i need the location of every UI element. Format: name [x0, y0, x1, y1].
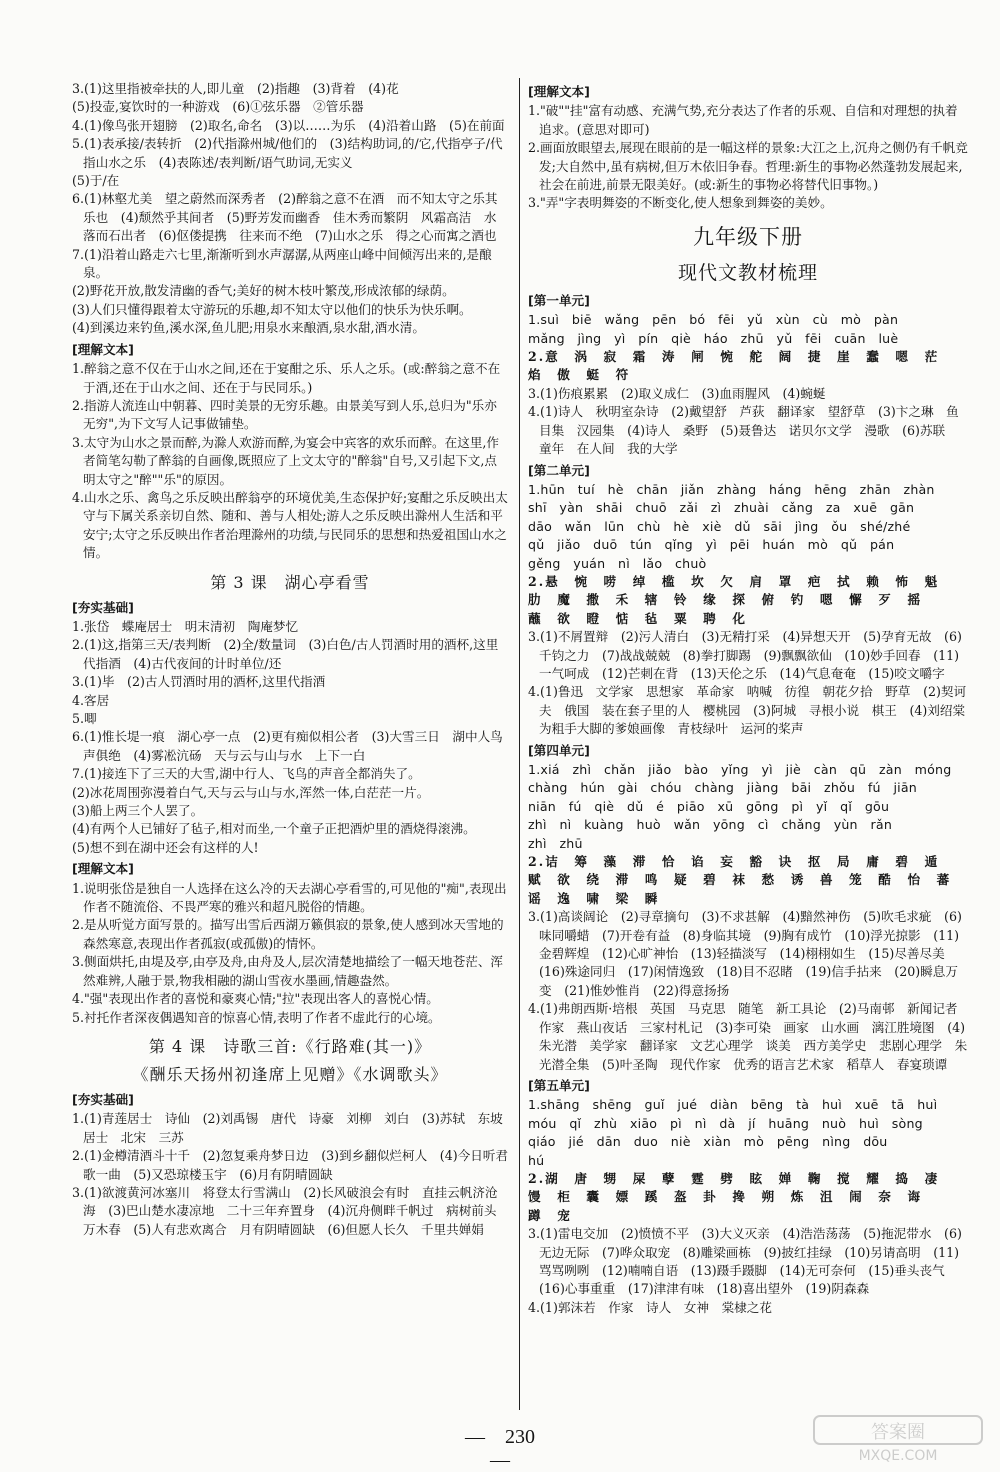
page-number: — 230 —: [465, 1426, 555, 1471]
answer-line: 4.客居: [72, 692, 110, 708]
answer-line: 1.醉翁之意不仅在于山水之间,还在于宴酣之乐、乐人之乐。(或:醉翁之意不在于酒,还在于山水之间、还在于与民同乐。): [72, 361, 501, 395]
lesson-3-title: 第 3 课 湖心亭看雪: [210, 572, 370, 592]
section-tag-basic: [夯实基础]: [72, 599, 134, 615]
answer-line: 1.说明张岱是独自一人选择在这么冷的天去湖心亭看雪的,可见他的"痴",表现出作者不随流俗、不畏严寒的雅兴和超凡脱俗的情趣。: [72, 880, 507, 915]
unit-5-pinyin: [528, 1096, 968, 1170]
answer-line: (3)人们只懂得跟着太守游玩的乐趣,却不知太守以他们的快乐为快乐啊。: [72, 301, 472, 317]
pinyin-line: hú: [528, 1152, 545, 1168]
answer-list-lesson4-understand: [528, 102, 968, 212]
pinyin-line: 1.suì biē wǎng pēn bó fēi yǔ xùn cù mò pàn: [528, 312, 899, 328]
pinyin-line: chàng hún gài chóu chàng jiàng bāi zhǒu fú jiān: [528, 780, 917, 796]
answer-line: 5.(1)表承接/表转折 (2)代指滁州城/他们的 (3)结构助词,的/它,代指亭子/代指山水之乐 (4)表陈述/表判断/语气助词,无实义: [72, 136, 503, 170]
answer-line: 4.(1)郭沫若 作家 诗人 女神 棠棣之花: [528, 1299, 772, 1315]
answer-line: (4)有两个人已铺好了毡子,相对而坐,一个童子正把酒炉里的酒烧得滚沸。: [72, 821, 476, 837]
pinyin-line: 1.xiá zhì chǎn jiǎo bào yǐng yì jiè càn qū zàn móng: [528, 762, 952, 777]
answer-line: (5)想不到在湖中还会有这样的人!: [72, 839, 259, 855]
answer-line: 3.(1)伤痕累累 (2)取义成仁 (3)血雨腥风 (4)蜿蜒: [528, 385, 826, 401]
character-line: 赋 欲 绕 滞 鸣 疑 碧 袜 愁 诱 兽 笼 酷 怡 蕃: [528, 872, 952, 888]
watermark-logo-icon: [812, 1412, 984, 1464]
grade-title: 九年级下册: [693, 224, 803, 249]
answer-line: 3.太守为山水之景而醉,为滁人欢游而醉,为宴会中宾客的欢乐而醉。在这里,作者简笔勾勒了醉翁的自画像,既照应了上文太守的"醉翁"自号,又引起下文,点明太守之"醉""乐"的原因。: [72, 434, 500, 487]
answer-line: (2)野花开放,散发清幽的香气;美好的树木枝叶繁茂,形成浓郁的绿荫。: [72, 283, 455, 299]
character-line: 2.悬 惋 唠 绰 槛 坎 欠 肩 罩 疤 拭 赖 怖 魁: [528, 573, 940, 589]
answer-line: 4.山水之乐、禽鸟之乐反映出醉翁亭的环境优美,生态保护好;宴酣之乐反映出太守与下属关系亲切自然、随和、善与人相处;游人之乐反映出滁州人生活和平安宁;太守之乐反映出作者治理滁州的功绩,与民同乐的思想和热爱祖国山水之情。: [72, 489, 508, 561]
column-divider: [519, 78, 520, 1410]
unit-4-characters: [528, 853, 968, 908]
unit-4-tag: [第四单元]: [528, 742, 590, 758]
character-line: 2.诘 筹 藻 滞 恰 谄 妄 豁 诀 抠 局 庸 碧 遁: [528, 854, 940, 870]
pinyin-line: niān fú qiè dǔ é piāo xū gōng pì yǐ qǐ gōu: [528, 798, 890, 814]
answer-list-lesson2-understand: [72, 360, 508, 562]
answer-line: 7.(1)接连下了三天的大雪,湖中行人、飞鸟的声音全都消失了。: [72, 766, 421, 782]
answer-line: (4)到溪边来钓鱼,溪水深,鱼儿肥;用泉水来酿酒,泉水甜,酒水清。: [72, 320, 425, 336]
section-title: 现代文教材梳理: [677, 261, 818, 284]
section-tag-basic: [夯实基础]: [72, 1091, 134, 1107]
answer-line: 7.(1)沿着山路走六七里,渐渐听到水声潺潺,从两座山峰中间倾泻出来的,是酿泉。: [72, 246, 492, 281]
answer-line: 2.(1)金樽清酒斗十千 (2)忽复乘舟梦日边 (3)到乡翻似烂柯人 (4)今日听君歌一曲 (5)又恐琼楼玉宇 (6)月有阴晴圆缺: [72, 1148, 508, 1182]
answer-line: 3.(1)不屑置辩 (2)污人清白 (3)无精打采 (4)异想天开 (5)孕育无故 (6)千钧之力 (7)战战兢兢 (8)拳打脚踢 (9)飘飘欲仙 (10)妙手回春 (11)一气呵成 (12)芒刺在背 (13)天伦之乐 (14)气息奄奄 (15)咬文嚼字: [528, 629, 962, 681]
pinyin-line: dāo wǎn lūn chù hè xiè dǔ sāi jìng ǒu shé/zhé: [528, 518, 911, 534]
unit-1-tag: [第一单元]: [528, 292, 590, 308]
answer-line: 2.是从听觉方面写景的。描写出雪后西湖万籁俱寂的景象,使人感到冰天雪地的森然寒意,表现出作者孤寂(或孤傲)的情怀。: [72, 917, 504, 951]
left-column: [72, 80, 508, 1239]
unit-5-tag: [第五单元]: [528, 1077, 590, 1093]
answer-line: 1.张岱 蝶庵居士 明末清初 陶庵梦忆: [72, 618, 299, 634]
unit-2-pinyin: [528, 481, 968, 573]
answer-line: 6.(1)林壑尤美 望之蔚然而深秀者 (2)醉翁之意不在酒 而不知太守之乐其乐也 (4)颓然乎其间者 (5)野芳发而幽香 佳木秀而繁阴 风霜高洁 水落而石出者 (6)伛偻提携 往来而不绝 (7)山水之乐 得之心而寓之酒也: [72, 191, 498, 244]
answer-line: 3.(1)雷电交加 (2)愤愤不平 (3)大义灭亲 (4)浩浩荡荡 (5)拖泥带水 (6)无边无际 (7)哗众取宠 (8)雕梁画栋 (9)披红挂绿 (10)另请高明 (11)骂骂咧咧 (12)喃喃自语 (13)蹑手蹑脚 (14)无可奈何 (15)垂头丧气 (16)心事重重 (17)津津有味 (18)喜出望外 (19)阴森森: [528, 1226, 962, 1297]
section-tag-understand: [理解文本]: [528, 84, 590, 99]
answer-list-lesson3-basic: [72, 618, 508, 857]
answer-line: 4."强"表现出作者的喜悦和豪爽心情;"拉"表现出客人的喜悦心情。: [72, 991, 439, 1007]
character-line: 2.湖 唐 甥 屎 孽 霆 劈 眩 婵 鞠 搅 耀 捣 凄: [528, 1170, 940, 1186]
unit-5-characters: [528, 1170, 968, 1225]
unit-4-pinyin: [528, 761, 968, 853]
unit-1-characters: [528, 348, 968, 385]
answer-line: (3)船上两三个人罢了。: [72, 803, 204, 819]
character-line: 肋 魔 撒 禾 辖 铃 缘 探 俯 钓 嗯 懈 歹 摇: [528, 592, 923, 608]
answer-line: 3."弄"字表明舞姿的不断变化,使人想象到舞姿的美妙。: [528, 195, 833, 211]
answer-line: 3.(1)这里指被牵扶的人,即儿童 (2)指趣 (3)背着 (4)花: [72, 81, 399, 96]
answer-line: 1."破""挂"富有动感、充满气势,充分表达了作者的乐观、自信和对理想的执着追求。(意思对即可): [528, 103, 958, 137]
pinyin-line: mǎng jìng yì pín qiè háo zhū yǔ fēi cuān luè: [528, 330, 899, 346]
answer-line: 3.侧面烘托,由堤及亭,由亭及舟,由舟及人,层次清楚地描绘了一幅天地苍茫、浑然难辨,人融于景,物我相融的湖山雪夜水墨画,情趣盎然。: [72, 954, 504, 988]
pinyin-line: 1.shāng shēng guǐ jué diàn bēng tà huì xuē tā huì: [528, 1097, 938, 1113]
answer-line: 2.画面放眼望去,展现在眼前的是一幅这样的景象:大江之上,沉舟之侧仍有千帆竞发;大自然中,虽有病树,但万木依旧争春。哲理:新生的事物必然蓬勃发展起来,社会在前进,前景无限美好。(或:新生的事物必将替代旧事物。): [528, 140, 968, 193]
character-line: 2.意 涡 寂 霜 涛 闸 惋 舵 阔 捷 崖 蠢 嗯 茫: [528, 349, 940, 365]
right-column: [528, 80, 978, 1317]
answer-line: 4.(1)诗人 秋明室杂诗 (2)戴望舒 芦荻 翻译家 望舒草 (3)卞之琳 鱼目集 汉园集 (4)诗人 桑野 (5)聂鲁达 诺贝尔文学 漫歌 (6)苏联 童年 在人间 我的大学: [528, 404, 959, 457]
unit-2-characters: [528, 573, 968, 628]
answer-line: 4.(1)弗朗西斯·培根 英国 马克思 随笔 新工具论 (2)马南邨 新闻记者 作家 燕山夜话 三家村札记 (3)李可染 画家 山水画 漓江胜境图 (4)朱光潜 美学家 翻译家 文艺心理学 谈美 西方美学史 悲剧心理学 朱光潜全集 (5)叶圣陶 现代作家 优秀的语言艺术家 稻草人 春宴琐谭: [528, 1001, 971, 1072]
answer-list-lesson3-understand: [72, 880, 508, 1027]
answer-line: 3.(1)毕 (2)古人罚酒时用的酒杯,这里代指酒: [72, 674, 326, 690]
pinyin-line: móu qǐ zhù xiāo pì nì dà jí huāng nuò huì sòng: [528, 1115, 923, 1131]
section-tag-understand: [理解文本]: [72, 341, 134, 357]
answer-line: (2)冰花周围弥漫着白气,天与云与山与水,浑然一体,白茫茫一片。: [72, 784, 430, 800]
answer-line: 3.(1)高谈阔论 (2)寻章摘句 (3)不求甚解 (4)黯然神伤 (5)吹毛求疵 (6)味同嚼蜡 (7)开卷有益 (8)身临其境 (9)胸有成竹 (10)浮光掠影 (11)金碧辉煌 (12)心旷神怡 (13)轻描淡写 (14)栩栩如生 (15)尽善尽美 (16)殊途同归 (17)闲情逸致 (18)目不忍睹 (19)信手拈来 (20)瞬息万变 (21)惟妙惟肖 (22)得意扬扬: [528, 909, 962, 998]
answer-line: 5.衬托作者深夜偶遇知音的惊喜心情,表明了作者不虚此行的心境。: [72, 1009, 441, 1025]
character-line: 馒 柜 囊 嫖 蹊 盔 卦 搀 朔 炼 沮 闹 奈 诲: [528, 1189, 923, 1205]
answer-line: 1.(1)青莲居士 诗仙 (2)刘禹锡 唐代 诗豪 刘柳 刘白 (3)苏轼 东坡居士 北宋 三苏: [72, 1111, 503, 1145]
answer-line: 2.指游人流连山中朝暮、四时美景的无穷乐趣。由景美写到人乐,总归为"乐亦无穷",为下文写人记事做铺垫。: [72, 397, 497, 432]
character-line: 焰 傲 蜓 符: [528, 367, 631, 383]
section-tag-understand: [理解文本]: [72, 861, 134, 877]
character-line: 蘸 欲 瞪 惦 毡 粟 聘 化: [528, 610, 747, 626]
lesson-4-title: 第 4 课 诗歌三首:《行路难(其一)》: [148, 1036, 432, 1056]
answer-line: 5.唧: [72, 711, 97, 726]
answer-line: 6.(1)惟长堤一痕 湖心亭一点 (2)更有痴似相公者 (3)大雪三日 湖中人鸟声俱绝 (4)雾凇沆砀 天与云与山与水 上下一白: [72, 729, 503, 763]
answer-line: 4.(1)像鸟张开翅膀 (2)取名,命名 (3)以……为乐 (4)沿着山路 (5)在前面: [72, 117, 505, 133]
svg-text:MXQE.COM: MXQE.COM: [858, 1448, 938, 1464]
answer-line: 2.(1)这,指第三天/表判断 (2)全/数量词 (3)白色/古人罚酒时用的酒杯,这里代指酒 (4)古代夜间的计时单位/还: [72, 637, 499, 671]
pinyin-line: qiáo jié dān duo niè xiàn mò pēng nìng dōu: [528, 1134, 888, 1150]
svg-text:答案圈: 答案圈: [871, 1422, 925, 1443]
pinyin-line: 1.hūn tuí hè chān jiǎn zhàng háng hēng zhān zhàn: [528, 481, 935, 497]
answer-line: 4.(1)鲁迅 文学家 思想家 革命家 呐喊 彷徨 朝花夕拾 野草 (2)契诃夫 俄国 装在套子里的人 樱桃园 (3)阿城 寻根小说 棋王 (4)刘绍棠 为粗手大脚的爹娘画像 青枝绿叶 运河的桨声: [528, 684, 978, 737]
lesson-4-subtitle: 《酬乐天扬州初逢席上见赠》《水调歌头》: [132, 1064, 448, 1084]
unit-2-tag: [第二单元]: [528, 462, 590, 478]
character-line: 谣 逸 啸 梁 瞬: [528, 890, 660, 906]
answer-list-lesson2-basic: [72, 80, 508, 338]
pinyin-line: gěng yuán nì lǎo chuò: [528, 555, 707, 571]
pinyin-line: shī yàn shāi chuō zǎi zì zhuài cǎng za xuē gān: [528, 500, 915, 516]
answer-list-lesson4-basic: [72, 1110, 508, 1239]
pinyin-line: qǔ jiǎo duō tún qǐng yì pēi huán mò qǔ pán: [528, 537, 895, 553]
unit-1-pinyin: [528, 311, 968, 348]
answer-line: (5)投壶,宴饮时的一种游戏 (6)①弦乐器 ②管乐器: [72, 99, 364, 115]
pinyin-line: zhì nì kuàng huò wǎn yōng cì chǎng yùn rǎn: [528, 817, 893, 833]
answer-line: 3.(1)欲渡黄河冰塞川 将登太行雪满山 (2)长风破浪会有时 直挂云帆济沧海 (3)巴山楚水凄凉地 二十三年弃置身 (4)沉舟侧畔千帆过 病树前头万木春 (5)人有悲欢离合 月有阴晴圆缺 (6)但愿人长久 千里共婵娟: [72, 1184, 498, 1237]
pinyin-line: zhì zhū: [528, 835, 583, 851]
character-line: 蹲 宠: [528, 1207, 572, 1223]
answer-line: (5)于/在: [72, 173, 120, 189]
